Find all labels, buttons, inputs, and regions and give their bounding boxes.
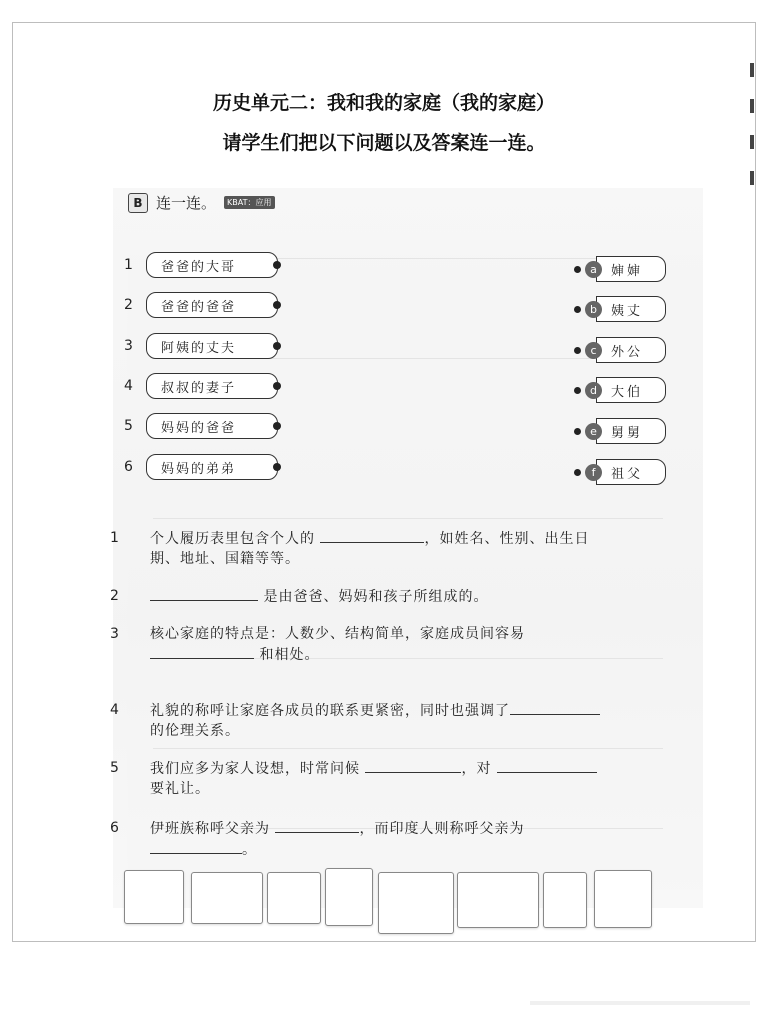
question-text-part: 我们应多为家人设想，时常问候	[150, 761, 360, 777]
connector-dot[interactable]	[273, 342, 281, 350]
answer-blank[interactable]	[150, 839, 242, 854]
connector-dot[interactable]	[273, 463, 281, 471]
footer-strip	[530, 1001, 750, 1005]
item-label: 爸爸的大哥	[146, 252, 278, 278]
question-2	[110, 586, 670, 607]
option-letter: e	[585, 423, 602, 440]
option-letter: c	[585, 342, 602, 359]
option-label: 祖父	[596, 459, 666, 485]
item-label: 叔叔的妻子	[146, 373, 278, 399]
option-label: 婶婶	[596, 256, 666, 282]
question-text-part: 。	[242, 842, 257, 858]
answer-box[interactable]	[594, 870, 652, 928]
question-number: 5	[110, 760, 120, 776]
answer-blank[interactable]	[275, 818, 359, 833]
question-text-part: 核心家庭的特点是：人数少、结构简单，家庭成员间容易	[150, 626, 525, 642]
question-text	[150, 624, 670, 665]
match-right-item[interactable]	[574, 296, 666, 322]
question-text	[150, 818, 670, 860]
answer-box[interactable]	[378, 872, 454, 934]
answer-box[interactable]	[457, 872, 539, 928]
question-number: 1	[110, 530, 120, 546]
match-right-item[interactable]	[574, 418, 666, 444]
question-text	[150, 758, 670, 799]
match-right-item[interactable]	[574, 377, 666, 403]
answer-blank[interactable]	[150, 644, 254, 659]
answer-box[interactable]	[543, 872, 587, 928]
match-right-item[interactable]	[574, 337, 666, 363]
item-number: 6	[124, 459, 133, 475]
match-right-item[interactable]	[574, 256, 666, 282]
item-number: 1	[124, 257, 133, 273]
connector-dot[interactable]	[574, 347, 581, 354]
item-number: 5	[124, 418, 133, 434]
connector-dot[interactable]	[273, 261, 281, 269]
question-text-part: 礼貌的称呼让家庭各成员的联系更紧密，同时也强调了	[150, 703, 510, 719]
kbat-tag: KBAT：应用	[224, 196, 274, 209]
question-text	[150, 700, 670, 741]
answer-blank[interactable]	[510, 700, 600, 715]
option-letter: a	[585, 261, 602, 278]
question-text	[150, 586, 670, 607]
question-number: 3	[110, 626, 120, 642]
match-left-item[interactable]	[124, 333, 281, 359]
item-label: 爸爸的爸爸	[146, 292, 278, 318]
section-badge: B	[128, 193, 148, 213]
option-label: 外公	[596, 337, 666, 363]
question-5	[110, 758, 670, 799]
item-number: 2	[124, 297, 133, 313]
question-4	[110, 700, 670, 741]
match-left-item[interactable]	[124, 373, 281, 399]
answer-box[interactable]	[191, 872, 263, 924]
answer-box[interactable]	[325, 868, 373, 926]
question-1	[110, 528, 670, 569]
question-number: 4	[110, 702, 120, 718]
connector-dot[interactable]	[574, 387, 581, 394]
option-label: 大伯	[596, 377, 666, 403]
connector-dot[interactable]	[574, 266, 581, 273]
answer-blank[interactable]	[320, 528, 424, 543]
connector-dot[interactable]	[273, 422, 281, 430]
answer-blank[interactable]	[497, 758, 597, 773]
question-number: 2	[110, 588, 120, 604]
connector-dot[interactable]	[273, 301, 281, 309]
question-text-part: 伊班族称呼父亲为	[150, 821, 270, 837]
answer-blank[interactable]	[150, 586, 258, 601]
question-text-part: ，而印度人则称呼父亲为	[359, 821, 525, 837]
item-label: 妈妈的爸爸	[146, 413, 278, 439]
question-text-part: 个人履历表里包含个人的	[150, 531, 315, 547]
connector-dot[interactable]	[574, 428, 581, 435]
connector-dot[interactable]	[574, 469, 581, 476]
answer-box[interactable]	[124, 870, 184, 924]
match-left-item[interactable]	[124, 413, 281, 439]
question-text-part: ，对	[461, 761, 492, 777]
item-label: 妈妈的弟弟	[146, 454, 278, 480]
connector-dot[interactable]	[273, 382, 281, 390]
page-title: 历史单元二：我和我的家庭（我的家庭）	[212, 92, 555, 114]
match-left-item[interactable]	[124, 252, 281, 278]
item-number: 4	[124, 378, 133, 394]
option-label: 舅舅	[596, 418, 666, 444]
question-6	[110, 818, 670, 860]
question-text-part: 和相处。	[259, 647, 320, 663]
answer-blank[interactable]	[365, 758, 461, 773]
option-label: 姨丈	[596, 296, 666, 322]
question-text-part: ，如姓名、性别、出生日	[424, 531, 590, 547]
item-number: 3	[124, 338, 133, 354]
question-text-part: 是由爸爸、妈妈和孩子所组成的。	[263, 589, 489, 605]
option-letter: b	[585, 301, 602, 318]
section-title: 连一连。	[156, 194, 217, 212]
connector-dot[interactable]	[574, 306, 581, 313]
match-right-item[interactable]	[574, 459, 666, 485]
page-instruction: 请学生们把以下问题以及答案连一连。	[222, 132, 546, 154]
option-letter: d	[585, 382, 602, 399]
question-text-part: 的伦理关系。	[150, 723, 240, 739]
question-text	[150, 528, 670, 569]
answer-box[interactable]	[267, 872, 321, 924]
section-b-header	[128, 192, 275, 213]
question-text-part: 要礼让。	[150, 781, 210, 797]
option-letter: f	[585, 464, 602, 481]
match-left-item[interactable]	[124, 454, 281, 480]
question-3	[110, 624, 670, 665]
question-text-part: 期、地址、国籍等等。	[150, 551, 300, 567]
match-left-item[interactable]	[124, 292, 281, 318]
question-number: 6	[110, 820, 120, 836]
item-label: 阿姨的丈夫	[146, 333, 278, 359]
